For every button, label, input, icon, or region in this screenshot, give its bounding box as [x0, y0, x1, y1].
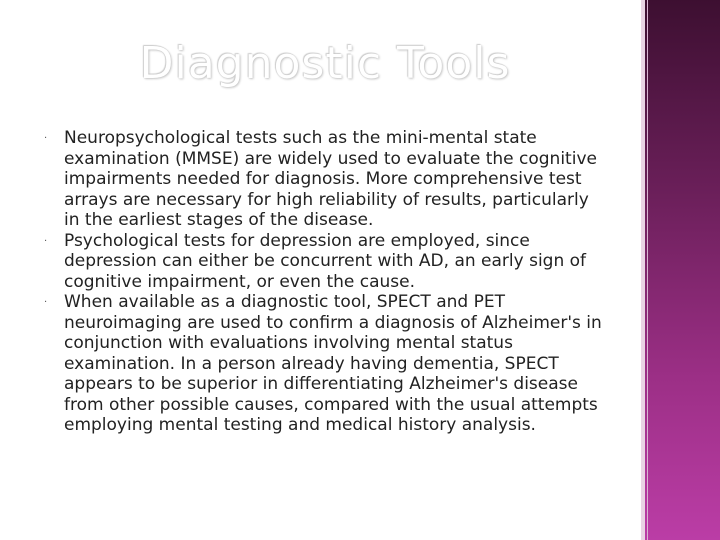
- bullet-marker-icon: ·: [44, 235, 48, 247]
- bullet-item-mmse: [44, 128, 604, 231]
- bullet-marker-icon: ·: [44, 297, 48, 308]
- bullet-item-neuroimaging: [44, 292, 604, 436]
- bullet-item-depression: [44, 231, 604, 293]
- bullet-list: [44, 128, 604, 436]
- slide-title: Diagnostic Tools: [139, 38, 511, 89]
- bullet-text: Neuropsychological tests such as the mini-mental state examination (MMSE) are widely used to evaluate the cognitive impairments needed for diagnosis. More comprehensive test arrays are necessary for high reliability of results, particularly in the earliest stages of the disease.: [64, 128, 597, 230]
- bullet-text: Psychological tests for depression are employed, since depression can either be concurrent with AD, an early sign of cognitive impairment, or even the cause.: [64, 230, 587, 292]
- bullet-marker-icon: ·: [44, 133, 48, 144]
- decorative-side-panel: [641, 0, 720, 540]
- bullet-text: When available as a diagnostic tool, SPECT and PET neuroimaging are used to confirm a diagnosis of Alzheimer's in conjunction with evaluations involving mental status examination. In a person already having dementia, SPECT appears to be superior in differentiating Alzheimer's disease from other possible causes, compared with the usual attempts employing mental testing and medical history analysis.: [64, 292, 602, 435]
